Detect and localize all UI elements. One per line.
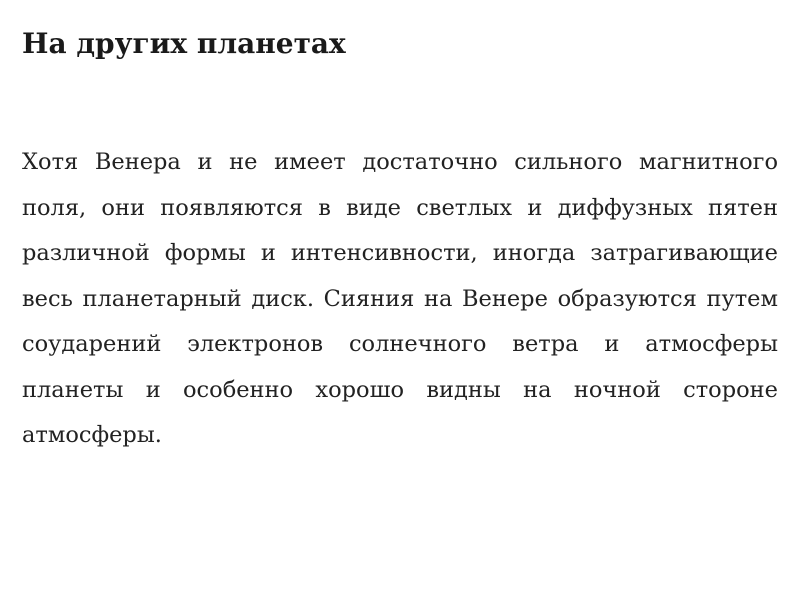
body-paragraph: Хотя Венера и не имеет достаточно сильного магнитного поля, они появляются в виде светлых и диффузных пятен различной формы и интенсивности, иногда затрагивающие весь планетарный диск. Сияния на Венере образуются путем соударений электронов солнечного ветра и атмосферы планеты и особенно хорошо видны на ночной стороне атмосферы.	[22, 149, 778, 448]
page-title: На других планетах	[22, 27, 346, 60]
